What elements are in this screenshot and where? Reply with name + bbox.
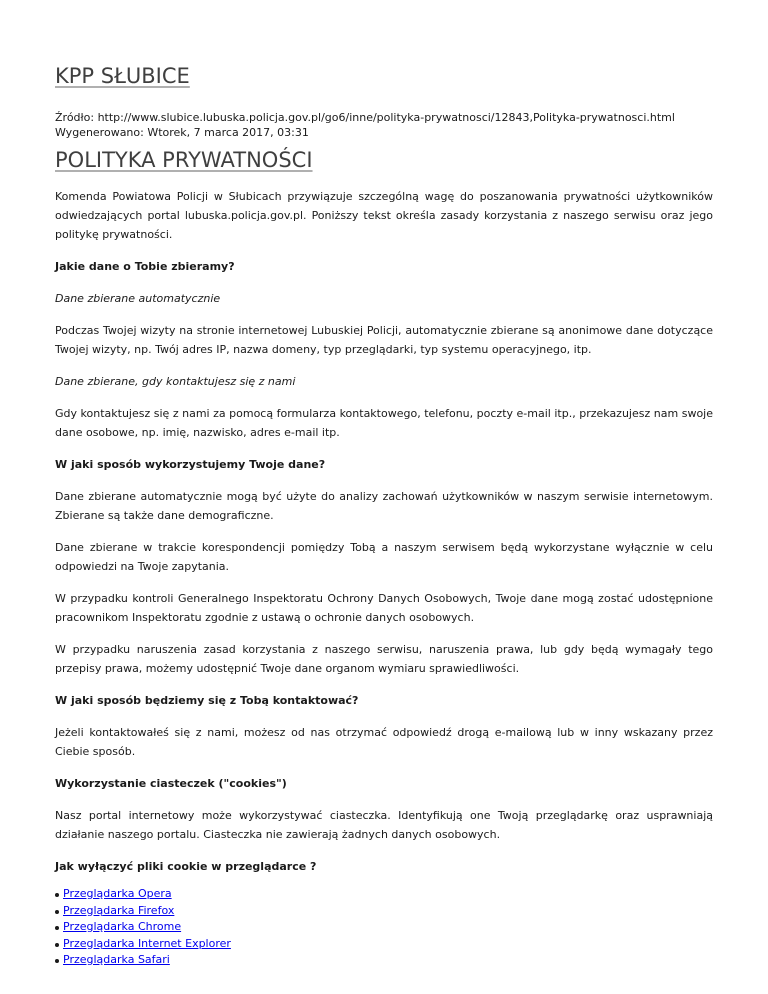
question-data-usage: W jaki sposób wykorzystujemy Twoje dane? [55, 458, 326, 471]
paragraph-auto-data: Podczas Twojej wizyty na stronie internetowej Lubuskiej Policji, automatycznie zbierane są anonimowe dane dotyczące Twojej wizyty, np. Twój adres IP, nazwa domeny, typ przeglądarki, typ systemu operacyjnego, itp. [55, 324, 713, 356]
question-disable-cookies: Jak wyłączyć pliki cookie w przeglądarce ? [55, 860, 317, 873]
generated-line: Wygenerowano: Wtorek, 7 marca 2017, 03:31 [55, 126, 309, 139]
question-contact: W jaki sposób będziemy się z Tobą kontaktować? [55, 694, 359, 707]
document-meta [55, 110, 675, 140]
link-firefox[interactable]: Przeglądarka Firefox [63, 903, 175, 917]
paragraph-contact: Jeżeli kontaktowałeś się z nami, możesz od nas otrzymać odpowiedź drogą e-mailową lub w inny wskazany przez Ciebie sposób. [55, 726, 713, 758]
subheading-auto-data: Dane zbierane automatycznie [55, 292, 221, 305]
list-item [55, 952, 713, 969]
link-internet-explorer[interactable]: Przeglądarka Internet Explorer [63, 936, 231, 950]
subheading-contact-data: Dane zbierane, gdy kontaktujesz się z nami [55, 375, 296, 388]
source-line: Źródło: http://www.slubice.lubuska.policja.gov.pl/go6/inne/polityka-prywatnosci/12843,Polityka-prywatnosci.html [55, 111, 675, 124]
list-item [55, 903, 713, 920]
policy-content [55, 187, 713, 969]
paragraph-contact-data: Gdy kontaktujesz się z nami za pomocą formularza kontaktowego, telefonu, poczty e-mail itp., przekazujesz nam swoje dane osobowe, np. imię, nazwisko, adres e-mail itp. [55, 407, 713, 439]
question-cookies: Wykorzystanie ciasteczek ("cookies") [55, 777, 287, 790]
link-opera[interactable]: Przeglądarka Opera [63, 887, 172, 900]
paragraph-usage-correspondence: Dane zbierane w trakcie korespondencji pomiędzy Tobą a naszym serwisem będą wykorzystane wyłącznie w celu odpowiedzi na Twoje zapytania. [55, 541, 713, 573]
link-chrome[interactable]: Przeglądarka Chrome [63, 920, 182, 933]
intro-paragraph: Komenda Powiatowa Policji w Słubicach przywiązuje szczególną wagę do poszanowania prywatności użytkowników odwiedzających portal lubuska.policja.gov.pl. Poniższy tekst określa zasady korzystania z naszego serwisu oraz jego politykę prywatności. [55, 190, 713, 241]
list-item [55, 936, 713, 953]
paragraph-cookies: Nasz portal internetowy może wykorzystywać ciasteczka. Identyfikują one Twoją przeglądarkę oraz usprawniają działanie naszego portalu. Ciasteczka nie zawierają żadnych danych osobowych. [55, 809, 713, 841]
bullet-icon [55, 943, 59, 947]
list-item [55, 919, 713, 936]
bullet-icon [55, 926, 59, 930]
paragraph-usage-justice: W przypadku naruszenia zasad korzystania z naszego serwisu, naruszenia prawa, lub gdy będą wymagały tego przepisy prawa, możemy udostępnić Twoje dane organom wymiaru sprawiedliwości. [55, 643, 713, 675]
list-item [55, 886, 713, 903]
site-title: KPP SŁUBICE [55, 64, 190, 88]
browser-links-list [55, 886, 713, 969]
paragraph-usage-analysis: Dane zbierane automatycznie mogą być użyte do analizy zachowań użytkowników w naszym serwisie internetowym. Zbierane są także dane demograficzne. [55, 490, 713, 522]
paragraph-usage-giodo: W przypadku kontroli Generalnego Inspektoratu Ochrony Danych Osobowych, Twoje dane mogą zostać udostępnione pracownikom Inspektoratu zgodnie z ustawą o ochronie danych osobowych. [55, 592, 713, 624]
question-data-collected: Jakie dane o Tobie zbieramy? [55, 260, 235, 273]
page-heading: POLITYKA PRYWATNOŚCI [55, 148, 313, 172]
link-safari[interactable]: Przeglądarka Safari [63, 953, 170, 966]
bullet-icon [55, 910, 59, 914]
bullet-icon [55, 959, 59, 963]
bullet-icon [55, 893, 59, 897]
